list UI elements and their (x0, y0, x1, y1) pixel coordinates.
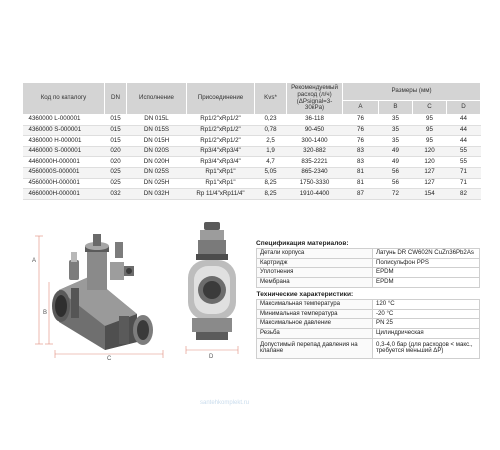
table-row (23, 136, 481, 147)
tech-key: Минимальная температура (257, 309, 373, 319)
cell-a: 76 (343, 136, 379, 147)
cell-dn: 020 (105, 157, 127, 168)
cell-connection: Rp1"xRp1" (187, 178, 255, 189)
cell-kvs: 1,9 (255, 146, 287, 157)
material-value: EPDM (373, 268, 480, 278)
cell-version: DN 032H (127, 189, 187, 200)
cell-b: 35 (379, 136, 413, 147)
col-header-connection: Присоединение (187, 83, 255, 115)
cell-code: 4360000 H-000001 (23, 136, 105, 147)
table-row (23, 189, 481, 200)
material-value: Латунь DR CW602N CuZn36Pb2As (373, 249, 480, 259)
cell-connection: Rp1/2"xRp1/2" (187, 136, 255, 147)
cell-dn: 015 (105, 115, 127, 126)
cell-version: DN 020S (127, 146, 187, 157)
tech-value: 120 °C (373, 300, 480, 310)
col-header-flow: Рекомендуемый расход (л/ч) (ΔPsignal=3-30кPa) (287, 83, 343, 115)
cell-connection: Rp1"xRp1" (187, 167, 255, 178)
cell-a: 76 (343, 125, 379, 136)
materials-title: Спецификация материалов: (256, 240, 349, 247)
cell-connection: Rp3/4"xRp3/4" (187, 157, 255, 168)
table-row (23, 167, 481, 178)
cell-a: 81 (343, 167, 379, 178)
col-header-c: C (413, 101, 447, 115)
cell-c: 127 (413, 178, 447, 189)
table-row (23, 157, 481, 168)
cell-code: 4360000 L-000001 (23, 115, 105, 126)
cell-flow: 835-2221 (287, 157, 343, 168)
material-value: Полисульфон PPS (373, 258, 480, 268)
tech-key: Резьба (257, 329, 373, 339)
table-row (23, 125, 481, 136)
cell-b: 49 (379, 157, 413, 168)
cell-c: 120 (413, 146, 447, 157)
col-header-dims: Размеры (мм) (343, 83, 481, 101)
cell-connection: Rp1/2"xRp1/2" (187, 115, 255, 126)
cell-kvs: 8,25 (255, 178, 287, 189)
tech-value: Цилиндрическая (373, 329, 480, 339)
cell-dn: 020 (105, 146, 127, 157)
cell-kvs: 4,7 (255, 157, 287, 168)
col-header-code: Код по каталогу (23, 83, 105, 115)
cell-c: 95 (413, 136, 447, 147)
cell-code: 4560000H-000001 (23, 178, 105, 189)
cell-d: 71 (447, 167, 481, 178)
col-header-dn: DN (105, 83, 127, 115)
cell-connection: Rp1/2"xRp1/2" (187, 125, 255, 136)
cell-dn: 015 (105, 136, 127, 147)
cell-flow: 865-2340 (287, 167, 343, 178)
cell-version: DN 025S (127, 167, 187, 178)
cell-flow: 320-882 (287, 146, 343, 157)
cell-kvs: 2,5 (255, 136, 287, 147)
cell-kvs: 5,05 (255, 167, 287, 178)
cell-a: 83 (343, 146, 379, 157)
cell-d: 82 (447, 189, 481, 200)
valve-3d-drawing (25, 222, 175, 362)
cell-b: 56 (379, 167, 413, 178)
cell-b: 56 (379, 178, 413, 189)
cell-d: 55 (447, 157, 481, 168)
catalog-body (23, 115, 481, 200)
tech-value: PN 25 (373, 319, 480, 329)
dim-label-b: B (43, 310, 48, 316)
cell-code: 4560000S-000001 (23, 167, 105, 178)
cell-kvs: 0,78 (255, 125, 287, 136)
dim-label-a: A (32, 258, 37, 264)
col-header-d: D (447, 101, 481, 115)
table-row (23, 115, 481, 126)
cell-connection: Rp 11/4"xRp11/4" (187, 189, 255, 200)
material-key: Картридж (257, 258, 373, 268)
tech-key: Максимальная температура (257, 300, 373, 310)
cell-b: 72 (379, 189, 413, 200)
cell-c: 120 (413, 157, 447, 168)
cell-d: 44 (447, 125, 481, 136)
valve-side-drawing (180, 218, 245, 363)
cell-kvs: 8,25 (255, 189, 287, 200)
cell-version: DN 015H (127, 136, 187, 147)
cell-a: 76 (343, 115, 379, 126)
tech-key: Максимальное давление (257, 319, 373, 329)
cell-c: 127 (413, 167, 447, 178)
col-header-a: A (343, 101, 379, 115)
material-key: Уплотнения (257, 268, 373, 278)
cell-code: 4360000 S-000001 (23, 125, 105, 136)
cell-connection: Rp3/4"xRp3/4" (187, 146, 255, 157)
material-key: Детали корпуса (257, 249, 373, 259)
table-row (23, 178, 481, 189)
cell-code: 4660000H-000001 (23, 189, 105, 200)
cell-a: 83 (343, 157, 379, 168)
spec-table (256, 248, 480, 359)
cell-b: 49 (379, 146, 413, 157)
cell-dn: 015 (105, 125, 127, 136)
cell-flow: 36-118 (287, 115, 343, 126)
cell-a: 87 (343, 189, 379, 200)
side-dimension-lines (186, 346, 238, 354)
cell-version: DN 015S (127, 125, 187, 136)
cell-a: 81 (343, 178, 379, 189)
cell-c: 154 (413, 189, 447, 200)
col-header-b: B (379, 101, 413, 115)
cell-dn: 025 (105, 178, 127, 189)
cell-b: 35 (379, 125, 413, 136)
material-value: EPDM (373, 278, 480, 288)
col-header-kvs: Kvs* (255, 83, 287, 115)
cell-c: 95 (413, 125, 447, 136)
cell-flow: 1910-4400 (287, 189, 343, 200)
table-row (23, 146, 481, 157)
watermark: santehkomplekt.ru (200, 400, 250, 406)
cell-b: 35 (379, 115, 413, 126)
cell-flow: 1750-3330 (287, 178, 343, 189)
col-header-version: Исполнение (127, 83, 187, 115)
cell-d: 71 (447, 178, 481, 189)
material-key: Мембрана (257, 278, 373, 288)
catalog-table (22, 82, 481, 200)
cell-kvs: 0,23 (255, 115, 287, 126)
cell-d: 44 (447, 115, 481, 126)
cell-version: DN 025H (127, 178, 187, 189)
cell-code: 4460000H-000001 (23, 157, 105, 168)
tech-value: 0,3-4,0 бар (для расходов < макс., требуется меньший ΔР) (373, 338, 480, 358)
cell-version: DN 020H (127, 157, 187, 168)
cell-flow: 300-1400 (287, 136, 343, 147)
dim-label-c: C (107, 356, 112, 362)
cell-d: 55 (447, 146, 481, 157)
tech-key: Допустимый перепад давления на клапане (257, 338, 373, 358)
dim-label-d: D (209, 354, 214, 360)
tech-value: -20 °C (373, 309, 480, 319)
cell-version: DN 015L (127, 115, 187, 126)
cell-flow: 90-450 (287, 125, 343, 136)
cell-d: 44 (447, 136, 481, 147)
side-valve-body (188, 222, 236, 340)
cell-dn: 025 (105, 167, 127, 178)
cell-c: 95 (413, 115, 447, 126)
tech-title: Технические характеристики: (256, 290, 354, 298)
cell-dn: 032 (105, 189, 127, 200)
cell-code: 4460000 S-000001 (23, 146, 105, 157)
